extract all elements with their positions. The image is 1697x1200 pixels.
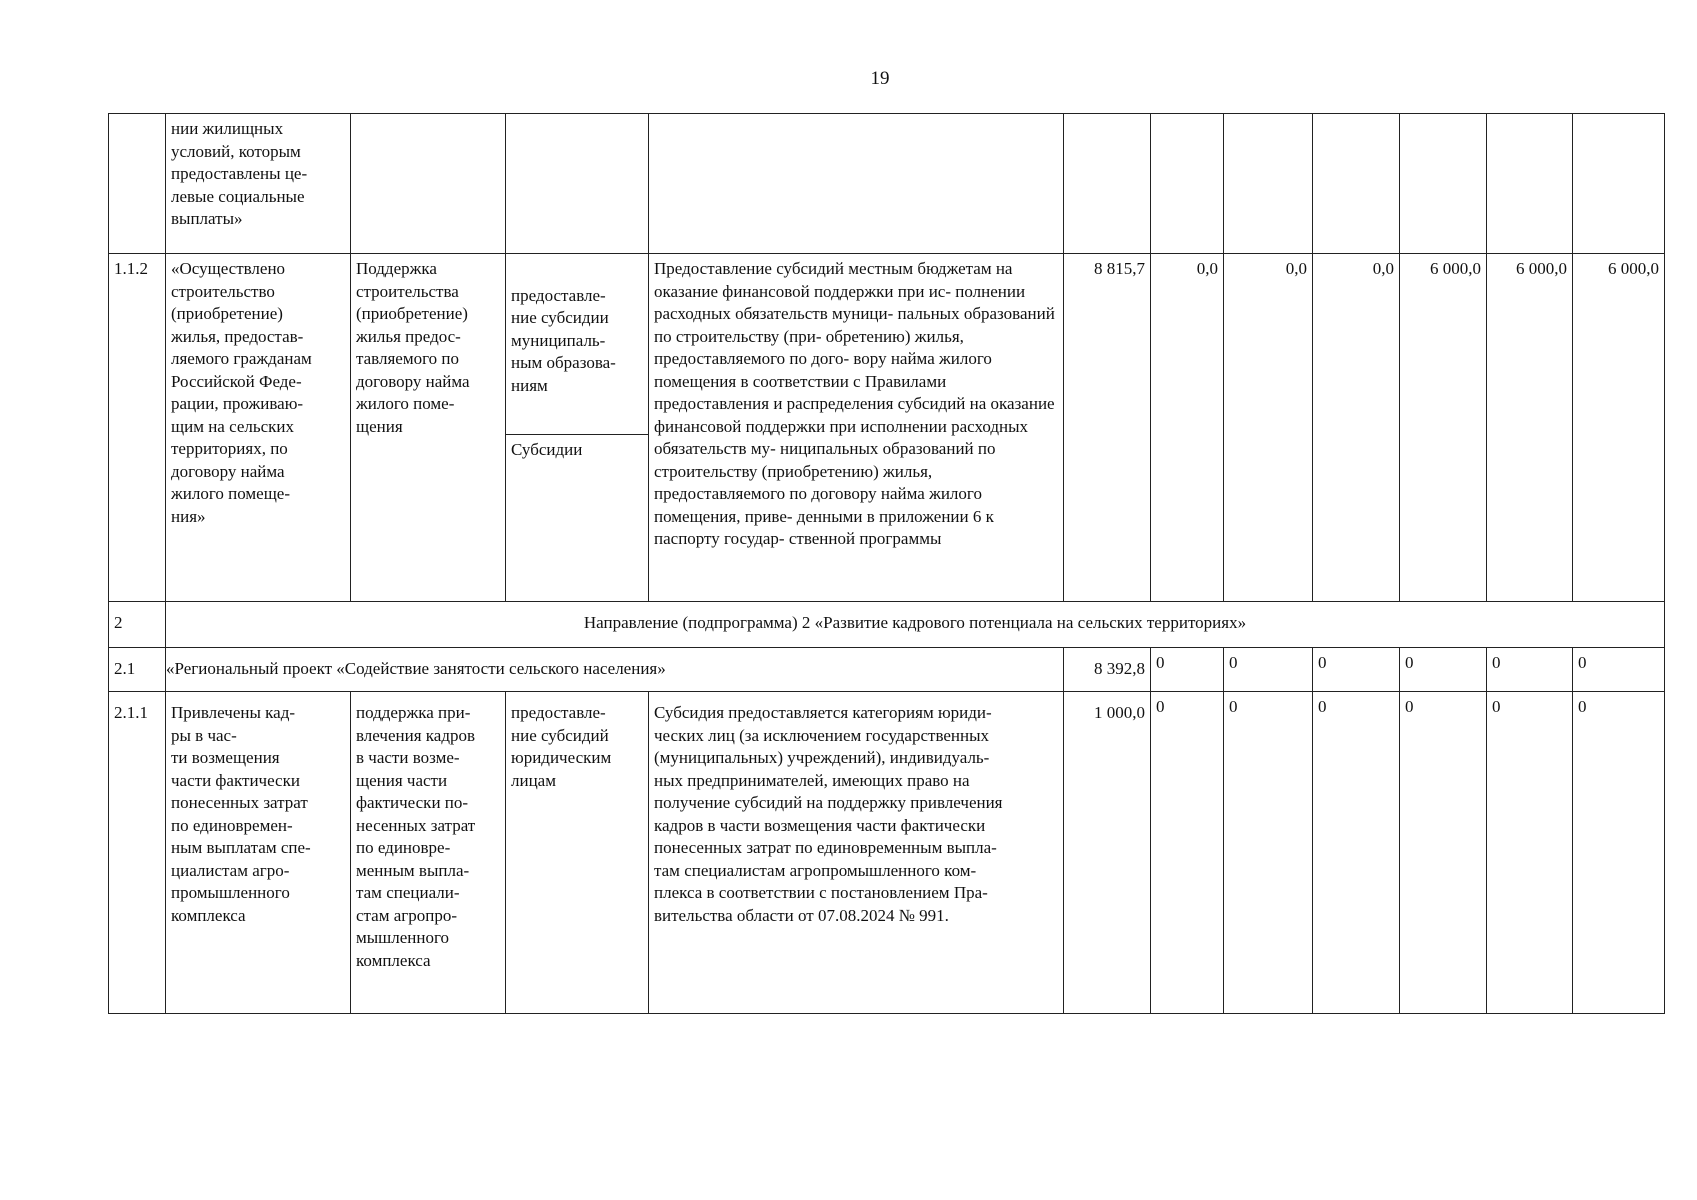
cell-value: 0: [1313, 648, 1400, 692]
cell-value: 0: [1573, 692, 1665, 1014]
cell-code: 1.1.2: [109, 254, 166, 602]
table-row-2-1-1: [109, 692, 1665, 1014]
cell-value: 0: [1573, 648, 1665, 692]
table-row-2-1: [109, 648, 1665, 692]
cell-indicator: Привлечены кад- ры в час- ти возмещения части фактически понесенных затрат по единовремен- ным выплатам спе- циалистам агро- промышленного комплекса: [166, 692, 351, 1014]
cell-value: 1 000,0: [1064, 692, 1151, 1014]
table-row-2: [109, 602, 1665, 648]
cell-value: [1151, 114, 1224, 254]
table-row-1-1-2: [109, 254, 1665, 602]
cell-measure: Поддержка строительства (приобретение) жилья предос- тавляемого по договору найма жилого поме- щения: [351, 254, 506, 602]
cell-value: 0,0: [1151, 254, 1224, 602]
cell-description: Субсидия предоставляется категориям юриди- ческих лиц (за исключением государственных (муниципальных) учреждений), индивидуаль- ных предпринимателей, имеющих право на получение субсидий на поддержку привлечения кадров в части возмещения части фактически понесенных затрат по единовременным выпла- там специалистам агропромышленного ком- плекса в соответствии с постановлением Пра- вительства области от 07.08.2024 № 991.: [649, 692, 1064, 1014]
cell-value: [1400, 114, 1487, 254]
cell-code: 2: [109, 602, 166, 648]
cell-value: [1064, 114, 1151, 254]
cell-indicator: нии жилищных условий, которым предоставлены це- левые социальные выплаты»: [166, 114, 351, 254]
cell-measure: [351, 114, 506, 254]
mechanism-part-1: предоставле- ние субсидии муниципаль- ным образова- ниям: [511, 285, 616, 395]
cell-code: 2.1.1: [109, 692, 166, 1014]
program-table: [108, 113, 1665, 1014]
cell-code: [109, 114, 166, 254]
cell-value: 0: [1487, 648, 1573, 692]
cell-value: 8 392,8: [1064, 648, 1151, 692]
cell-indicator: «Осуществлено строительство (приобретение) жилья, предостав- ляемого гражданам Российской Феде- рации, проживаю- щим на сельских территориях, по договору найма жилого помеще- ния»: [166, 254, 351, 602]
cell-value: [1487, 114, 1573, 254]
cell-value: 0,0: [1224, 254, 1313, 602]
cell-description: Предоставление субсидий местным бюджетам на оказание финансовой поддержки при ис- полнении расходных обязательств муници- пальных образований по строительству (при- обретению) жилья, предоставляемого по дого- вору найма жилого помещения в соответствии с Правилами предоставления и распределения субсидий на оказание финансовой поддержки при исполнении расходных обязательств му- ниципальных образований по строительству (приобретению) жилья, предоставляемого по договору найма жилого помещения, приве- денными в приложении 6 к паспорту государ- ственной программы: [649, 254, 1064, 602]
cell-value: 0: [1400, 648, 1487, 692]
cell-value: 6 000,0: [1573, 254, 1665, 602]
mechanism-part-2: Субсидии: [506, 434, 648, 466]
cell-value: 8 815,7: [1064, 254, 1151, 602]
cell-mechanism: [506, 254, 649, 602]
cell-mechanism: [506, 114, 649, 254]
cell-value: 0: [1151, 692, 1224, 1014]
table-row-continuation: [109, 114, 1665, 254]
cell-value: 0: [1224, 648, 1313, 692]
cell-project-title: «Региональный проект «Содействие занятости сельского населения»: [166, 648, 1064, 692]
cell-measure: поддержка при- влечения кадров в части возме- щения части фактически по- несенных затрат по единовре- менным выпла- там специали- стам агропро- мышленного комплекса: [351, 692, 506, 1014]
cell-value: 6 000,0: [1400, 254, 1487, 602]
page-number: 19: [870, 68, 890, 89]
cell-value: 6 000,0: [1487, 254, 1573, 602]
cell-value: [1224, 114, 1313, 254]
cell-mechanism: предоставле- ние субсидий юридическим лицам: [506, 692, 649, 1014]
cell-value: [1313, 114, 1400, 254]
cell-code: 2.1: [109, 648, 166, 692]
cell-value: 0,0: [1313, 254, 1400, 602]
cell-value: [1573, 114, 1665, 254]
cell-value: 0: [1224, 692, 1313, 1014]
cell-section-title: Направление (подпрограмма) 2 «Развитие кадрового потенциала на сельских территориях»: [166, 602, 1665, 648]
cell-value: 0: [1151, 648, 1224, 692]
cell-description: [649, 114, 1064, 254]
cell-value: 0: [1313, 692, 1400, 1014]
cell-value: 0: [1487, 692, 1573, 1014]
cell-value: 0: [1400, 692, 1487, 1014]
